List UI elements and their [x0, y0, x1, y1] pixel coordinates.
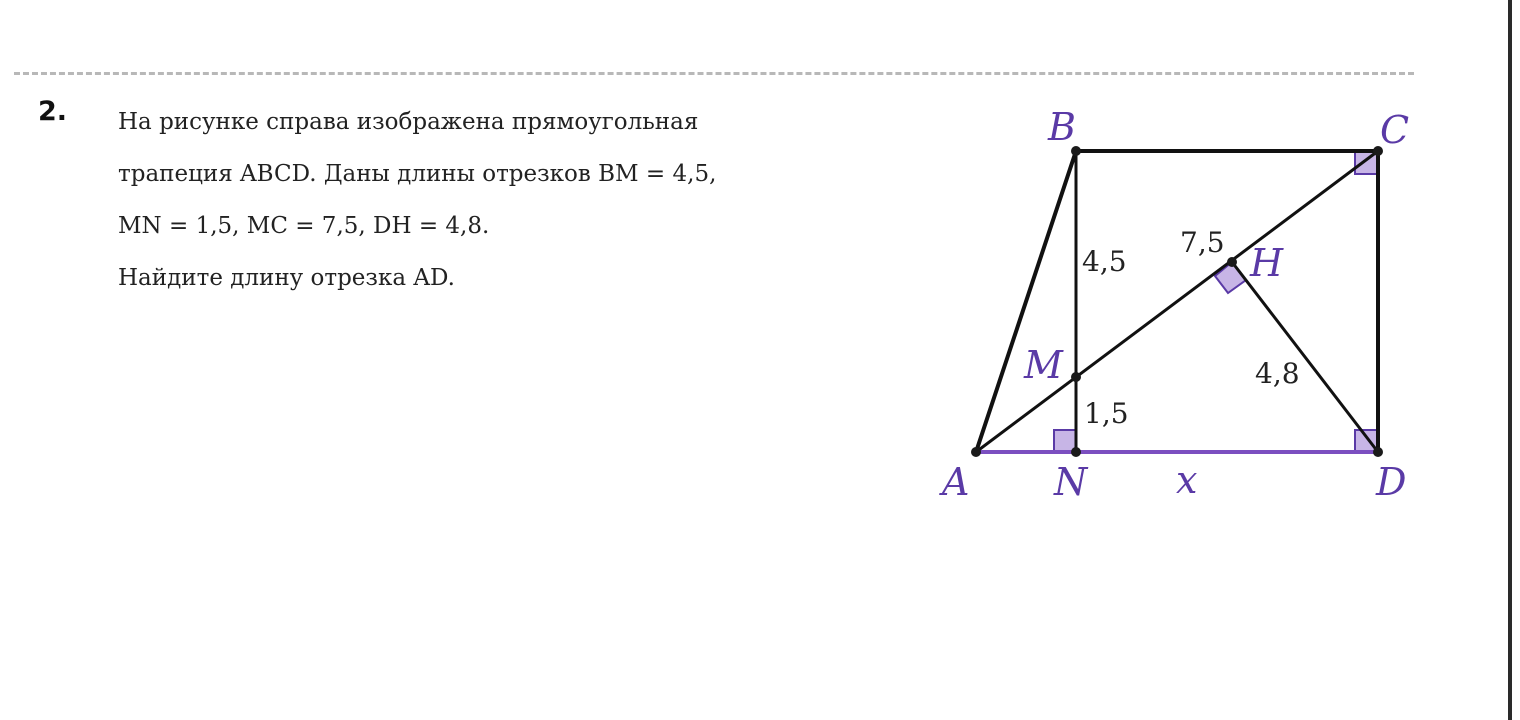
label-mn-length: 1,5 — [1084, 397, 1129, 430]
label-point-h: H — [1250, 241, 1284, 285]
point-h-dot — [1227, 257, 1237, 267]
label-segment-x: x — [1176, 458, 1198, 502]
label-dh-length: 4,8 — [1255, 357, 1300, 390]
label-mh-length: 7,5 — [1180, 226, 1225, 259]
segment-dh — [1232, 262, 1378, 452]
label-point-c: C — [1380, 108, 1410, 152]
label-point-a: A — [942, 460, 970, 504]
point-n-dot — [1071, 447, 1081, 457]
segment-ab — [976, 151, 1076, 452]
point-m-dot — [1071, 372, 1081, 382]
point-a-dot — [971, 447, 981, 457]
label-point-d: D — [1376, 460, 1407, 504]
label-point-b: B — [1048, 105, 1076, 149]
label-point-n: N — [1054, 460, 1088, 504]
problem-line-2: трапеция ABCD. Даны длины отрезков BM = 4,5, — [118, 161, 717, 187]
problem-number: 2. — [38, 96, 68, 127]
problem-line-1: На рисунке справа изображена прямоугольная — [118, 109, 699, 135]
point-d-dot — [1373, 447, 1383, 457]
problem-line-3: MN = 1,5, MC = 7,5, DH = 4,8. — [118, 213, 490, 239]
label-bm-length: 4,5 — [1082, 245, 1127, 278]
problem-line-4: Найдите длину отрезка AD. — [118, 265, 455, 291]
segment-ac — [976, 151, 1378, 452]
label-point-m: M — [1024, 343, 1063, 387]
